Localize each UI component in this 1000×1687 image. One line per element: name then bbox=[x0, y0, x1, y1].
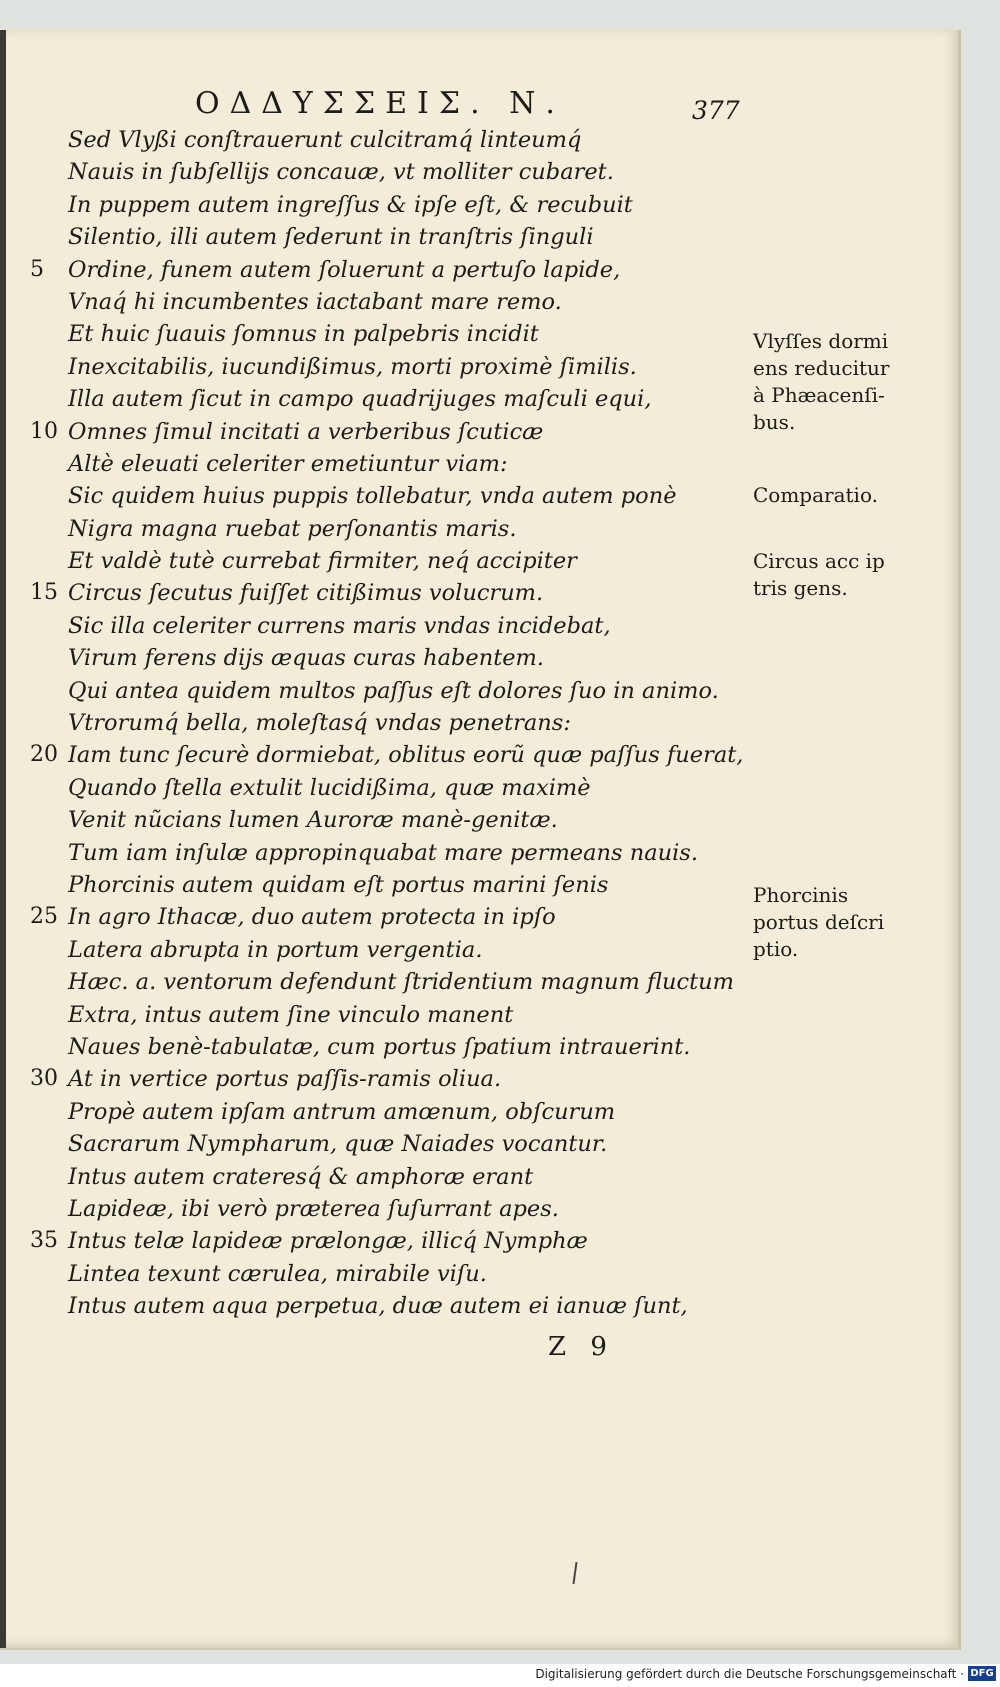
verse-text: Extra, intus autem ſine vinculo manent bbox=[68, 1001, 514, 1028]
verse-text: In puppem autem ingreſſus & ipſe eſt, & recubuit bbox=[68, 191, 633, 218]
verse-text: Venit nũcians lumen Auroræ manè-genitæ. bbox=[68, 807, 558, 834]
verse-line bbox=[30, 901, 748, 933]
margin-note-line: ptio. bbox=[753, 937, 799, 961]
verse-line bbox=[68, 1096, 748, 1128]
verse-text: Vtrorumq́ bella, moleſtasq́ vndas penetrans: bbox=[68, 710, 571, 737]
running-head-title: ΟΔΔΥΣΣΕΙΣ. Ν. bbox=[195, 86, 565, 121]
verse-line bbox=[68, 545, 748, 577]
verse-text: Propè autem ipſam antrum amœnum, obſcurum bbox=[68, 1098, 616, 1125]
verse-line bbox=[30, 1063, 748, 1095]
margin-note-comparatio bbox=[753, 482, 913, 509]
verse-text: Omnes ſimul incitati a verberibus ſcuticæ bbox=[68, 418, 544, 445]
verse-text: Intus telæ lapideæ prælongæ, illicq́ Nymphæ bbox=[68, 1228, 588, 1255]
verse-text: Phorcinis autem quidam eſt portus marini ſenis bbox=[68, 871, 609, 898]
verse-line bbox=[68, 383, 748, 415]
verse-line bbox=[30, 416, 748, 448]
verse-text: Virum ferens dijs æquas curas habentem. bbox=[68, 645, 545, 672]
line-number: 20 bbox=[30, 742, 58, 768]
verse-text: Intus autem aqua perpetua, duæ autem ei ianuæ ſunt, bbox=[68, 1293, 688, 1320]
line-number: 30 bbox=[30, 1066, 58, 1092]
verse-text: Qui antea quidem multos paſſus eſt dolores ſuo in animo. bbox=[68, 677, 719, 704]
verse-text: In agro Ithacæ, duo autem protecta in ipſo bbox=[68, 904, 556, 931]
line-number: 25 bbox=[30, 904, 58, 930]
verse-line bbox=[68, 351, 748, 383]
verse-line bbox=[30, 739, 748, 771]
verse-line bbox=[68, 124, 748, 156]
verse-line bbox=[68, 1161, 748, 1193]
digitization-credit: Digitalisierung gefördert durch die Deutsche Forschungsgemeinschaft · bbox=[535, 1667, 964, 1681]
verse-text: Hæc. a. ventorum defendunt ſtridentium magnum fluctum bbox=[68, 969, 735, 996]
verse-text: Silentio, illi autem ſederunt in tranſtris ſinguli bbox=[68, 224, 594, 251]
margin-note-line: ens reducitur bbox=[753, 356, 890, 380]
verse-line bbox=[68, 610, 748, 642]
verse-line bbox=[30, 1225, 748, 1257]
verse-line bbox=[68, 1128, 748, 1160]
verse-line bbox=[68, 480, 748, 512]
verse-text-block bbox=[30, 124, 748, 1322]
margin-note-phorcinis bbox=[753, 882, 913, 963]
line-number: 15 bbox=[30, 580, 58, 606]
verse-line bbox=[68, 286, 748, 318]
verse-text: Quando ſtella extulit lucidißima, quæ maximè bbox=[68, 774, 591, 801]
verse-line bbox=[68, 1258, 748, 1290]
verse-line bbox=[68, 513, 748, 545]
verse-text: Circus ſecutus fuiſſet citißimus volucrum. bbox=[68, 580, 544, 607]
margin-note-line: Vlyſſes dormi bbox=[753, 329, 889, 353]
verse-line bbox=[68, 999, 748, 1031]
verse-text: Sacrarum Nympharum, quæ Naiades vocantur. bbox=[68, 1131, 608, 1158]
verse-text: Et huic ſuauis ſomnus in palpebris incidit bbox=[68, 321, 539, 348]
margin-note-line: à Phæacenſi- bbox=[753, 383, 885, 407]
verse-line bbox=[68, 707, 748, 739]
verse-line bbox=[68, 837, 748, 869]
verse-text: At in vertice portus paſſis-ramis oliua. bbox=[68, 1066, 502, 1093]
margin-note-line: portus deſcri bbox=[753, 910, 885, 934]
verse-line bbox=[68, 675, 748, 707]
verse-text: Naues benè-tabulatæ, cum portus ſpatium intrauerint. bbox=[68, 1033, 691, 1060]
verse-line bbox=[68, 804, 748, 836]
line-number: 10 bbox=[30, 418, 58, 444]
verse-text: Et valdè tutè currebat firmiter, neq́ accipiter bbox=[68, 548, 577, 575]
verse-line bbox=[68, 221, 748, 253]
verse-text: Inexcitabilis, iucundißimus, morti proximè ſimilis. bbox=[68, 353, 637, 380]
verse-text: Lintea texunt cærulea, mirabile viſu. bbox=[68, 1260, 487, 1287]
verse-line bbox=[68, 1031, 748, 1063]
verse-text: Intus autem crateresq́ & amphoræ erant bbox=[68, 1163, 534, 1190]
verse-text: Illa autem ſicut in campo quadrijuges maſculi equi, bbox=[68, 386, 652, 413]
verse-text: Nigra magna ruebat perſonantis maris. bbox=[68, 515, 517, 542]
verse-line bbox=[68, 1193, 748, 1225]
verse-line bbox=[68, 156, 748, 188]
verse-text: Nauis in ſubſellijs concauæ, vt molliter cubaret. bbox=[68, 159, 614, 186]
verse-text: Sic illa celeriter currens maris vndas incidebat, bbox=[68, 612, 611, 639]
margin-note-line: Phorcinis bbox=[753, 883, 849, 907]
verse-line bbox=[68, 189, 748, 221]
verse-line bbox=[68, 966, 748, 998]
verse-line bbox=[68, 448, 748, 480]
page-number: 377 bbox=[692, 96, 740, 125]
verse-line bbox=[68, 642, 748, 674]
verse-line bbox=[68, 1290, 748, 1322]
verse-text: Lapideæ, ibi verò præterea ſuſurrant apes. bbox=[68, 1195, 559, 1222]
verse-text: Vnaq́ hi incumbentes iactabant mare remo. bbox=[68, 288, 562, 315]
verse-text: Sic quidem huius puppis tollebatur, vnda autem ponè bbox=[68, 483, 677, 510]
verse-text: Iam tunc ſecurè dormiebat, oblitus eorũ quæ paſſus fuerat, bbox=[68, 742, 744, 769]
verse-line bbox=[68, 934, 748, 966]
verse-line bbox=[68, 318, 748, 350]
verse-line bbox=[68, 772, 748, 804]
line-number: 5 bbox=[30, 256, 44, 282]
signature-catchword: Z 9 bbox=[548, 1332, 615, 1362]
verse-text: Altè eleuati celeriter emetiuntur viam: bbox=[68, 450, 508, 477]
margin-note-line: Circus acc ip bbox=[753, 549, 885, 573]
dfg-logo-icon: DFG bbox=[968, 1666, 996, 1681]
margin-note-circus bbox=[753, 548, 913, 602]
verse-line bbox=[68, 869, 748, 901]
margin-note-line: Comparatio. bbox=[753, 483, 878, 507]
margin-note-ulysses-sleeping bbox=[753, 328, 913, 436]
line-number: 35 bbox=[30, 1228, 58, 1254]
verse-text: Latera abrupta in portum vergentia. bbox=[68, 936, 483, 963]
verse-text: Ordine, funem autem ſoluerunt a pertuſo lapide, bbox=[68, 256, 621, 283]
margin-note-line: bus. bbox=[753, 410, 796, 434]
page-edge-shadow bbox=[0, 30, 6, 1648]
verse-line bbox=[30, 577, 748, 609]
verse-text: Sed Vlyßi conſtrauerunt culcitramq́ linteumq́ bbox=[68, 127, 582, 153]
margin-note-line: tris gens. bbox=[753, 576, 848, 600]
verse-text: Tum iam inſulæ appropinquabat mare permeans nauis. bbox=[68, 839, 699, 866]
verse-line bbox=[30, 254, 748, 286]
